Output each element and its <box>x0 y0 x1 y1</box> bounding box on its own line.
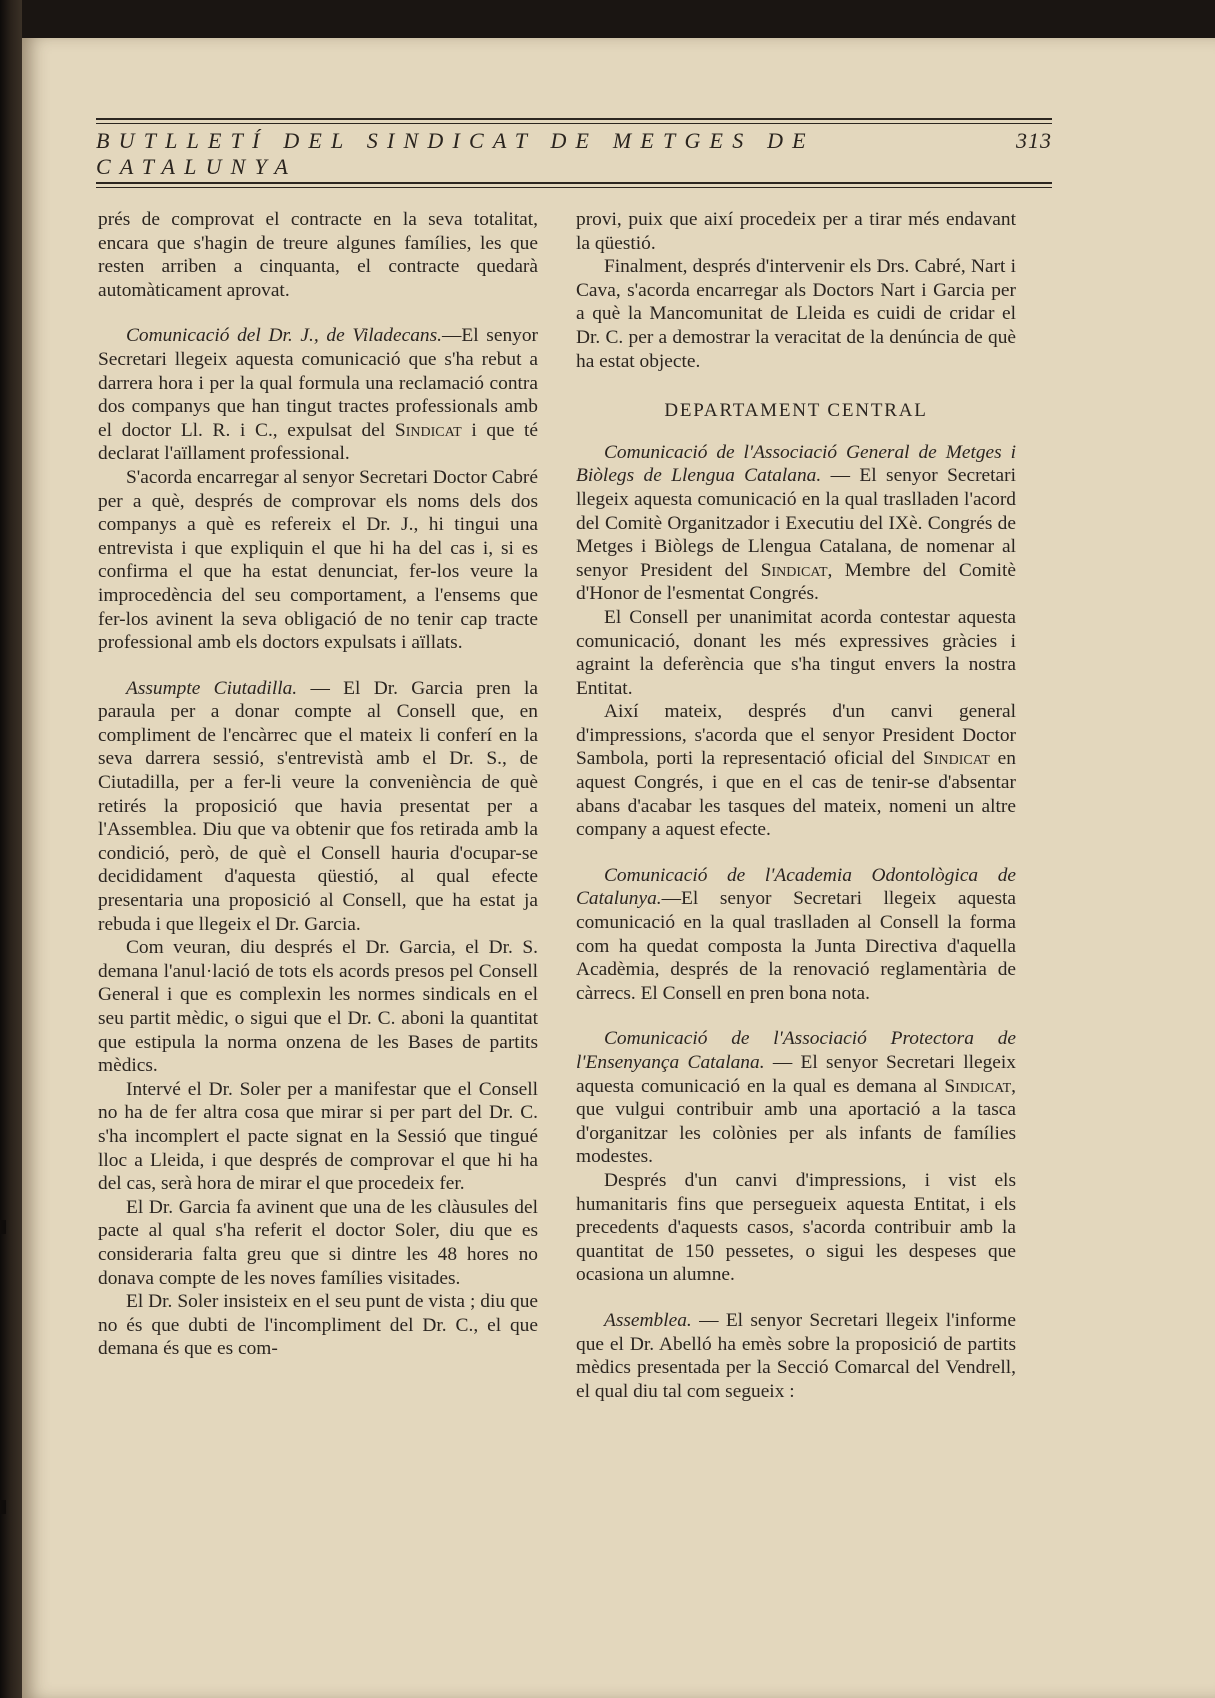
header-rule-top <box>96 118 1052 120</box>
header-rule-bottom-thin <box>96 187 1052 188</box>
section-title: Comunicació de l'Academia Odontològica de Catalunya. <box>576 864 1016 910</box>
section-title: Comunicació de l'Associació General de Metges i Biòlegs de Llengua Catalana. <box>576 441 1016 487</box>
journal-title: BUTLLETÍ DEL SINDICAT DE METGES DE CATALUNYA <box>96 128 815 179</box>
section-title: Comunicació de l'Associació Protectora de l'Ensenyança Catalana. <box>576 1028 1016 1073</box>
section-viladecans: Comunicació del Dr. J., de Viladecans.—El senyor Secretari llegeix aquesta comunicació que s'ha rebut a darrera hora i per la qual formula una reclamació contra dos companys que han tingut tractes professionals amb el doctor Ll. R. i C., expulsat del Sindicat i que té declarat l'aïllament professional. <box>98 325 539 465</box>
section-associacio-general: Comunicació de l'Associació General de Metges i Biòlegs de Llengua Catalana. — El senyor Secretari llegeix aquesta comunicació en la qual traslladen l'acord del Comitè Organitzador i Executiu del IXè. Congrés de Metges i Biòlegs de Llengua Catalana, de nomenar al senyor President del Sindicat, Membre del Comitè d'Honor de l'esmentat Congrés. <box>576 441 1017 605</box>
paragraph: prés de comprovat el contracte en la seva totalitat, encara que s'hagin de treure algunes famílies, les que resten arriben a cinquanta, el contracte quedarà automàticament aprovat. <box>98 209 538 301</box>
book-binding <box>0 0 22 1698</box>
header-rule-bottom <box>96 182 1052 184</box>
paragraph: El Consell per unanimitat acorda contestar aquesta comunicació, donant les més expressives gràcies i agraint la deferència que s'ha tingut envers la nostra Entitat. <box>576 606 1016 699</box>
paragraph: Com veuran, diu després el Dr. Garcia, el Dr. S. demana l'anul·lació de tots els acords presos pel Consell General i que es complexin les normes sindicals en el seu partit mèdic, o sigui que el Dr. C. aboni la quantitat que estipula la norma onzena de les Bases de partits mèdics. <box>98 937 538 1077</box>
section-associacio-protectora: Comunicació de l'Associació Protectora de l'Ensenyança Catalana. — El senyor Secretari llegeix aquesta comunicació en la qual es demana al Sindicat, que vulgui contribuir amb una aportació a la tasca d'organitzar les colònies per als infants de famílies modestes. <box>576 1028 1016 1168</box>
section-ciutadilla: Assumpte Ciutadilla. — El Dr. Garcia pren la paraula per a donar compte al Consell que, en compliment de l'encàrrec que el mateix li conferí en la seva darrera sessió, s'entrevistà amb el Dr. S., de Ciutadilla, per a fer-li veure la conveniència de què retirés la proposició que havia presentat per a l'Assemblea. Diu que va obtenir que fos retirada amb la condició, però, de què el Consell hauria d'ocupar-se decididament d'aquesta qüestió, al qual efecte presentaria una proposició al Consell, que ha estat ja rebuda i que llegeix el Dr. Garcia. <box>98 677 539 935</box>
section-title: Comunicació del Dr. J., de Viladecans. <box>126 325 442 347</box>
left-column <box>98 208 538 1361</box>
right-column <box>576 208 1016 1403</box>
paragraph: Finalment, després d'intervenir els Drs. Cabré, Nart i Cava, s'acorda encarregar als Doctors Nart i Garcia per a què la Mancomunitat de Lleida es cuidi de cridar el Dr. C. per a demostrar la veracitat de la denúncia de què ha estat objecte. <box>576 256 1016 372</box>
section-assemblea: Assemblea. — El senyor Secretari llegeix l'informe que el Dr. Abelló ha emès sobre la proposició de partits mèdics presentada per la Secció Comarcal del Vendrell, el qual diu tal com segueix : <box>576 1309 1016 1402</box>
section-title: Assumpte Ciutadilla. <box>126 677 298 699</box>
paragraph: Intervé el Dr. Soler per a manifestar que el Consell no ha de fer altra cosa que mirar si per part del Dr. C. s'ha incomplert el pacte signat en la Sessió que tingué lloc a Lleida, i que després de comprovar el que hi ha del cas, serà hora de mirar el que procedeix fer. <box>98 1078 538 1195</box>
paragraph: Després d'un canvi d'impressions, i vist els humanitaris fins que persegueix aquesta Entitat, i els precedents d'aquests casos, s'acorda contribuir amb la quantitat de 150 pessetes, o sigui les despeses que ocasiona un alumne. <box>576 1169 1016 1286</box>
section-title: Assemblea. <box>604 1309 692 1331</box>
binding-mark <box>0 1500 6 1514</box>
binding-mark <box>0 1220 6 1234</box>
paragraph: provi, puix que així procedeix per a tirar més endavant la qüestió. <box>576 209 1016 254</box>
paragraph: Així mateix, després d'un canvi general d'impressions, s'acorda que el senyor President Doctor Sambola, porti la representació oficial del Sindicat en aquest Congrés, i que en el cas de tenir-se d'absentar abans d'acabar les tasques del mateix, nomeni un altre company a aquest efecte. <box>576 701 1016 841</box>
paragraph: El Dr. Soler insisteix en el seu punt de vista ; diu que no és que dubti de l'incompliment del Dr. C., el que demana és que es com- <box>98 1291 538 1360</box>
page-number: 313 <box>1016 128 1052 153</box>
running-header <box>96 118 1052 188</box>
paragraph: El Dr. Garcia fa avinent que una de les clàusules del pacte al qual s'ha referit el doctor Soler, diu que es consideraria falta greu que si dintre les 48 hores no donava compte de les noves famílies visitades. <box>98 1196 538 1289</box>
paragraph: S'acorda encarregar al senyor Secretari Doctor Cabré per a què, després de comprovar els noms dels dos companys a què es refereix el Dr. J., hi tingui una entrevista i que expliquin el que hi ha del cas i, si es confirma el que ha estat denunciat, fer-los veure la improcedència del seu comportament, a l'ensems que fer-los avinent la seva obligació de no tenir cap tracte professional amb els doctors expulsats i aïllats. <box>98 466 538 654</box>
department-heading: DEPARTAMENT CENTRAL <box>664 400 928 422</box>
document-page <box>22 38 1215 1698</box>
section-academia-odontologica: Comunicació de l'Academia Odontològica de Catalunya.—El senyor Secretari llegeix aquesta comunicació en la qual traslladen al Consell la forma com ha quedat composta la Junta Directiva d'aquella Acadèmia, després de la renovació reglamentària de càrrecs. El Consell en pren bona nota. <box>576 864 1016 1004</box>
